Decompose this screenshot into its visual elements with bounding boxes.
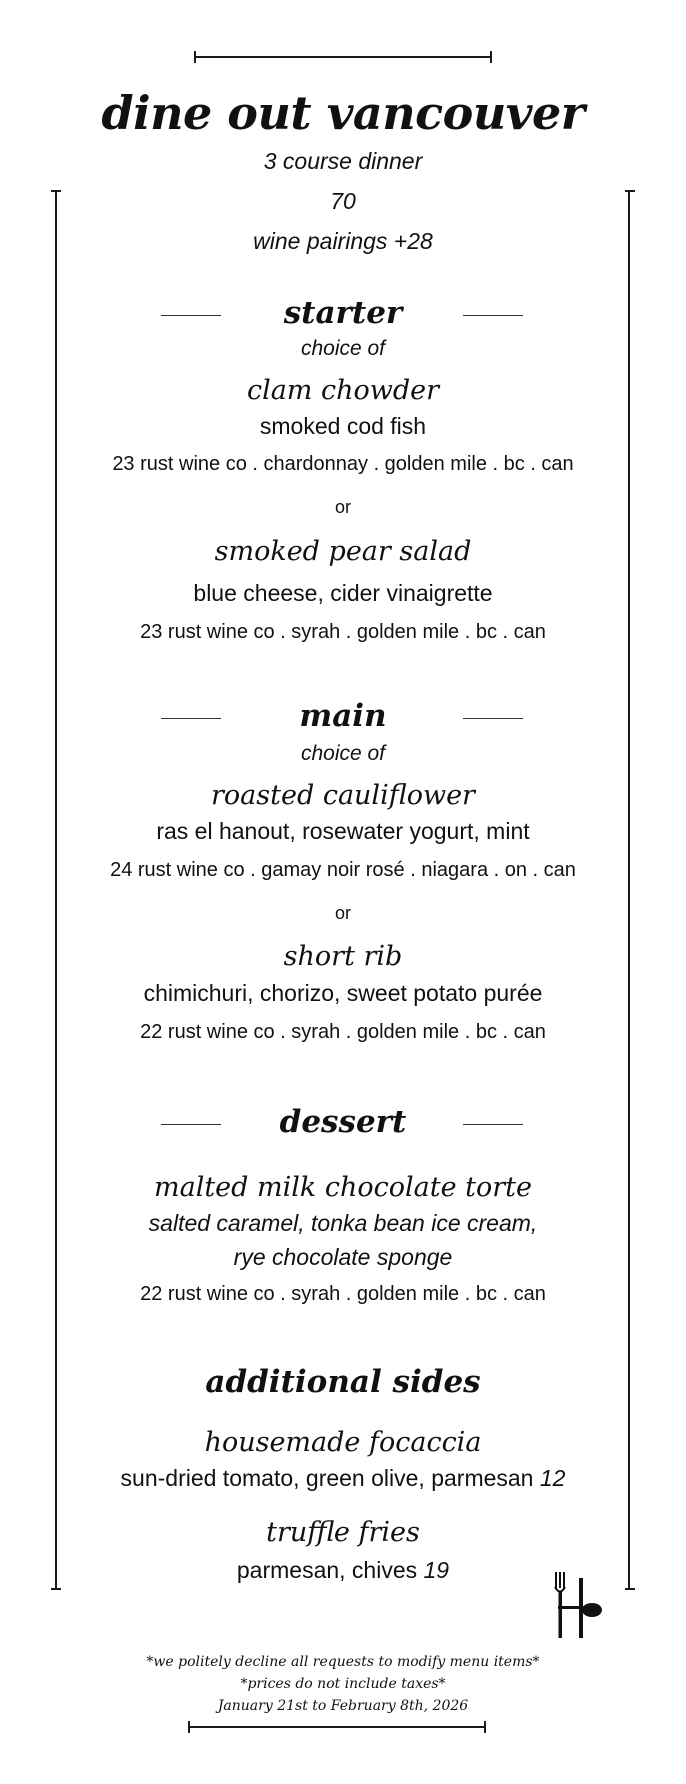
dish-name: clam chowder (246, 375, 440, 406)
side-description-line (0, 1465, 686, 1492)
dish-description: ras el hanout, rosewater yogurt, mint (156, 818, 530, 844)
menu-price: 70 (330, 188, 356, 214)
footer-note-modifications: *we politely decline all requests to modify menu items* (146, 1654, 540, 1670)
section-heading-dessert: dessert (279, 1104, 407, 1140)
section-heading-starter: starter (283, 295, 403, 331)
wine-pairing: 22 rust wine co . syrah . golden mile . bc . can (140, 1021, 546, 1043)
dish-description: smoked cod fish (259, 413, 427, 439)
dish-name: malted milk chocolate torte (154, 1172, 532, 1203)
wine-pairing: 23 rust wine co . chardonnay . golden mile . bc . can (112, 453, 574, 475)
bottom-rule-left-tick (188, 1721, 190, 1733)
side-price: 12 (539, 1465, 566, 1491)
footer-dates: January 21st to February 8th, 2026 (217, 1698, 469, 1714)
wine-pairing: 23 rust wine co . syrah . golden mile . bc . can (140, 621, 546, 643)
side-price: 19 (423, 1557, 450, 1583)
dish-description: sun-dried tomato, green olive, parmesan (120, 1465, 534, 1491)
main-choice-label: choice of (300, 742, 386, 765)
course-label: 3 course dinner (263, 148, 423, 174)
top-rule-left-tick (194, 51, 196, 63)
wine-pairing-price: wine pairings +28 (253, 228, 433, 254)
dish-description: chimichuri, chorizo, sweet potato purée (143, 980, 543, 1006)
section-heading-main: main (299, 698, 387, 734)
top-rule-right-tick (490, 51, 492, 63)
bottom-rule (188, 1726, 486, 1728)
or-separator: or (334, 497, 351, 517)
dish-name: truffle fries (266, 1517, 420, 1548)
dish-description-line2: rye chocolate sponge (233, 1244, 453, 1270)
dish-name: roasted cauliflower (211, 780, 475, 811)
menu-title: dine out vancouver (101, 86, 585, 140)
dish-description-line1: salted caramel, tonka bean ice cream, (148, 1210, 538, 1236)
dish-name: smoked pear salad (214, 536, 472, 567)
dish-name: short rib (283, 941, 403, 972)
dish-name: housemade focaccia (204, 1427, 482, 1458)
dish-description: parmesan, chives (236, 1557, 418, 1583)
left-bracket-bottom-cap (51, 1588, 61, 1590)
or-separator: or (334, 903, 351, 923)
section-heading-sides: additional sides (205, 1364, 481, 1400)
bottom-rule-right-tick (484, 1721, 486, 1733)
wine-pairing: 22 rust wine co . syrah . golden mile . bc . can (140, 1283, 546, 1305)
wine-pairing: 24 rust wine co . gamay noir rosé . niagara . on . can (110, 859, 576, 881)
fork-knife-monogram-icon (548, 1570, 612, 1642)
right-bracket-bottom-cap (625, 1588, 635, 1590)
starter-choice-label: choice of (300, 337, 386, 360)
dish-description: blue cheese, cider vinaigrette (193, 580, 493, 606)
footer-note-taxes: *prices do not include taxes* (240, 1676, 446, 1692)
top-rule (194, 56, 492, 58)
